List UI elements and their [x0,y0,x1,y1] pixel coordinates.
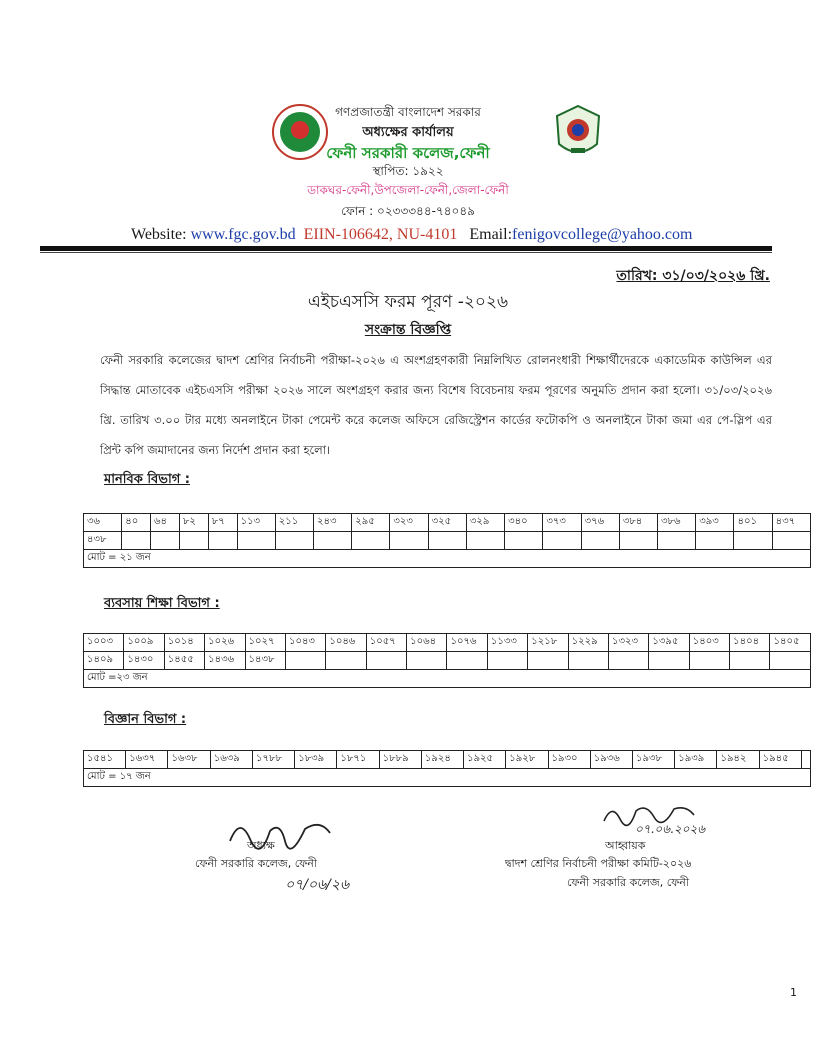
roll-number-cell: ১৪০৩ [689,634,729,652]
roll-number-cell: ১২২৯ [568,634,608,652]
roll-number-cell: ২১১ [275,514,313,532]
roll-number-cell: ১৪০৯ [84,652,124,670]
roll-number-cell: ১৫৪১ [84,751,126,769]
roll-number-cell [466,532,504,550]
roll-number-cell [151,532,180,550]
roll-number-cell: ১০২৬ [205,634,245,652]
science-roll-table [83,750,811,787]
roll-number-cell: ১৪০৪ [730,634,770,652]
roll-number-cell [581,532,619,550]
business-roll-table [83,633,811,688]
convener-signature-block [505,801,785,901]
convener-role: আহ্বায়ক [605,839,646,852]
business-heading: ব্যবসায় শিক্ষা বিভাগ : [104,596,220,611]
roll-number-cell: ১৪৩০ [124,652,164,670]
roll-number-cell: ৮২ [179,514,208,532]
notice-subtitle: সংক্রান্ত বিজ্ঞপ্তি [364,322,452,338]
roll-number-cell: ৪৩৮ [84,532,122,550]
roll-number-cell [734,532,772,550]
roll-number-cell: ১৮৩৯ [295,751,337,769]
roll-number-cell [608,652,648,670]
roll-number-cell: ১৮৭১ [337,751,379,769]
roll-number-cell: ১১৩৩ [487,634,527,652]
roll-number-cell [770,652,811,670]
table-row [84,634,811,652]
roll-number-cell: ৩৮৬ [658,514,696,532]
roll-number-cell: ১০৭৬ [447,634,487,652]
roll-number-cell: ১০০৩ [84,634,124,652]
table-row [84,652,811,670]
roll-number-cell: ৪৩৭ [772,514,810,532]
science-heading: বিজ্ঞান বিভাগ : [104,712,187,727]
table-row [84,532,811,550]
roll-number-cell: ৩৯৩ [696,514,734,532]
roll-number-cell [696,532,734,550]
header-phone: ফোন : ০২৩৩৩৪৪-৭৪০৪৯ [341,204,475,218]
roll-number-cell [208,532,237,550]
humanities-roll-table [83,513,811,568]
principal-role: অধ্যক্ষ [247,839,275,852]
roll-number-cell: ১৩২৩ [608,634,648,652]
roll-number-cell [649,652,689,670]
email-link[interactable]: fenigovcollege@yahoo.com [512,226,693,243]
roll-number-cell: ১৯২৪ [421,751,463,769]
roll-number-cell [543,532,581,550]
notice-title: এইচএসসি ফরম পূরণ -২০২৬ [307,292,509,312]
roll-number-cell [689,652,729,670]
header-government: গণপ্রজাতন্ত্রী বাংলাদেশ সরকার [335,105,481,119]
convener-date-scribble: ০৭.০৬.২০২৬ [635,822,706,836]
roll-number-cell [285,652,325,670]
roll-number-cell: ১০১৪ [164,634,204,652]
roll-number-cell: ৪০ [122,514,151,532]
roll-number-cell: ৪০১ [734,514,772,532]
page-number: 1 [790,986,797,999]
roll-number-cell: ৩২৫ [428,514,466,532]
roll-number-cell: ১৮৮৯ [379,751,421,769]
roll-number-cell: ১০৪৬ [326,634,366,652]
roll-number-cell: ১৬৩৭ [126,751,168,769]
roll-number-cell: ৩৭৩ [543,514,581,532]
roll-number-cell: ২৯৫ [352,514,390,532]
humanities-total: মোট = ২১ জন [84,550,811,568]
roll-number-cell [390,532,428,550]
website-link[interactable]: www.fgc.gov.bd [190,226,296,243]
roll-number-cell: ১৯৪৫ [759,751,801,769]
roll-number-cell: ৩৪০ [505,514,543,532]
roll-number-cell [366,652,406,670]
science-total: মোট = ১৭ জন [84,769,811,787]
table-row [84,550,811,568]
roll-number-cell [179,532,208,550]
roll-number-cell: ১৪৩৮ [245,652,285,670]
roll-number-cell [505,532,543,550]
roll-number-cell: ১৯৩৬ [590,751,632,769]
roll-number-cell: ১৯৩৮ [633,751,675,769]
roll-number-cell: ১৪৩৬ [205,652,245,670]
table-row [84,769,811,787]
roll-number-cell: ১৪০৫ [770,634,811,652]
roll-number-cell [326,652,366,670]
roll-number-cell [730,652,770,670]
convener-org: ফেনী সরকারি কলেজ, ফেনী [567,876,689,889]
header-divider [40,246,772,251]
roll-number-cell [237,532,275,550]
table-row [84,670,811,688]
website-label: Website: [131,226,187,243]
roll-number-cell: ১৯৩০ [548,751,590,769]
humanities-heading: মানবিক বিভাগ : [104,472,190,487]
roll-number-cell [568,652,608,670]
header-office: অধ্যক্ষের কার্যালয় [362,125,454,140]
roll-number-cell: ১০২৭ [245,634,285,652]
roll-number-cell [801,751,810,769]
roll-number-cell: ৩২৯ [466,514,504,532]
table-row [84,514,811,532]
table-row [84,751,811,769]
roll-number-cell [313,532,351,550]
roll-number-cell [275,532,313,550]
roll-number-cell: ৮৭ [208,514,237,532]
header-address: ডাকঘর-ফেনী,উপজেলা-ফেনী,জেলা-ফেনী [307,183,509,197]
principal-org: ফেনী সরকারি কলেজ, ফেনী [195,857,317,870]
contact-line [131,226,692,244]
roll-number-cell: ১১৩ [237,514,275,532]
notice-date: তারিখ: ৩১/০৩/২০২৬ খ্রি. [616,268,770,284]
roll-number-cell: ১৯২৫ [464,751,506,769]
roll-number-cell [428,532,466,550]
roll-number-cell [352,532,390,550]
roll-number-cell [528,652,568,670]
principal-signature-scribble [225,811,335,851]
roll-number-cell: ১০৬৪ [407,634,447,652]
roll-number-cell [772,532,810,550]
roll-number-cell: ১০০৯ [124,634,164,652]
email-label: Email: [469,226,513,243]
header-divider-thin [40,252,772,253]
convener-committee: দ্বাদশ শ্রেণির নির্বাচনী পরীক্ষা কমিটি-২০২৬ [505,857,692,870]
principal-signature-block [195,811,375,931]
roll-number-cell: ৬৪ [151,514,180,532]
roll-number-cell: ১০৫৭ [366,634,406,652]
roll-number-cell: ২৪৩ [313,514,351,532]
roll-number-cell: ৩২৩ [390,514,428,532]
roll-number-cell [407,652,447,670]
principal-date-scribble: ০৭/০৬/২৬ [285,877,350,893]
roll-number-cell: ৩৮৪ [619,514,657,532]
roll-number-cell: ১২১৮ [528,634,568,652]
roll-number-cell: ১৭৮৮ [252,751,294,769]
eiin-text: EIIN-106642, NU-4101 [303,226,458,243]
roll-number-cell: ১৯৩৯ [675,751,717,769]
roll-number-cell: ১৬৩৯ [210,751,252,769]
header-established: স্থাপিত: ১৯২২ [372,164,444,178]
roll-number-cell: ১০৪৩ [285,634,325,652]
roll-number-cell: ৩৭৬ [581,514,619,532]
roll-number-cell [658,532,696,550]
roll-number-cell: ১৪৫৫ [164,652,204,670]
roll-number-cell [619,532,657,550]
roll-number-cell: ১৩৯৫ [649,634,689,652]
roll-number-cell [447,652,487,670]
roll-number-cell: ১৯৪২ [717,751,759,769]
roll-number-cell: ১৬৩৮ [168,751,210,769]
notice-body: ফেনী সরকারি কলেজের দ্বাদশ শ্রেণির নির্বাচনী পরীক্ষা-২০২৬ এ অংশগ্রহণকারী নিম্নলিখিত রোলনংধারী শিক্ষার্থীদেরকে একাডেমিক কাউন্সিল এর সিদ্ধান্ত মোতাবেক এইচএসসি পরীক্ষা ২০২৬ সালে অংশগ্রহণ করার জন্য বিশেষ বিবেচনায় ফরম পূরণের অনুমতি প্রদান করা হলো। ৩১/০৩/২০২৬ খ্রি. তারিখ ৩.০০ টার মধ্যে অনলাইনে টাকা পেমেন্ট করে কলেজ অফিসে রেজিস্ট্রেশন কার্ডের ফটোকপি ও অনলাইনে টাকা জমা এর পে-স্লিপ এর প্রিন্ট কপি জমাদানের জন্য নির্দেশ প্রদান করা হলো। [100,353,772,457]
header-college-name: ফেনী সরকারী কলেজ,ফেনী [326,144,490,162]
roll-number-cell [122,532,151,550]
roll-number-cell: ১৯২৮ [506,751,548,769]
roll-number-cell: ৩৬ [84,514,122,532]
roll-number-cell [487,652,527,670]
business-total: মোট =২৩ জন [84,670,811,688]
